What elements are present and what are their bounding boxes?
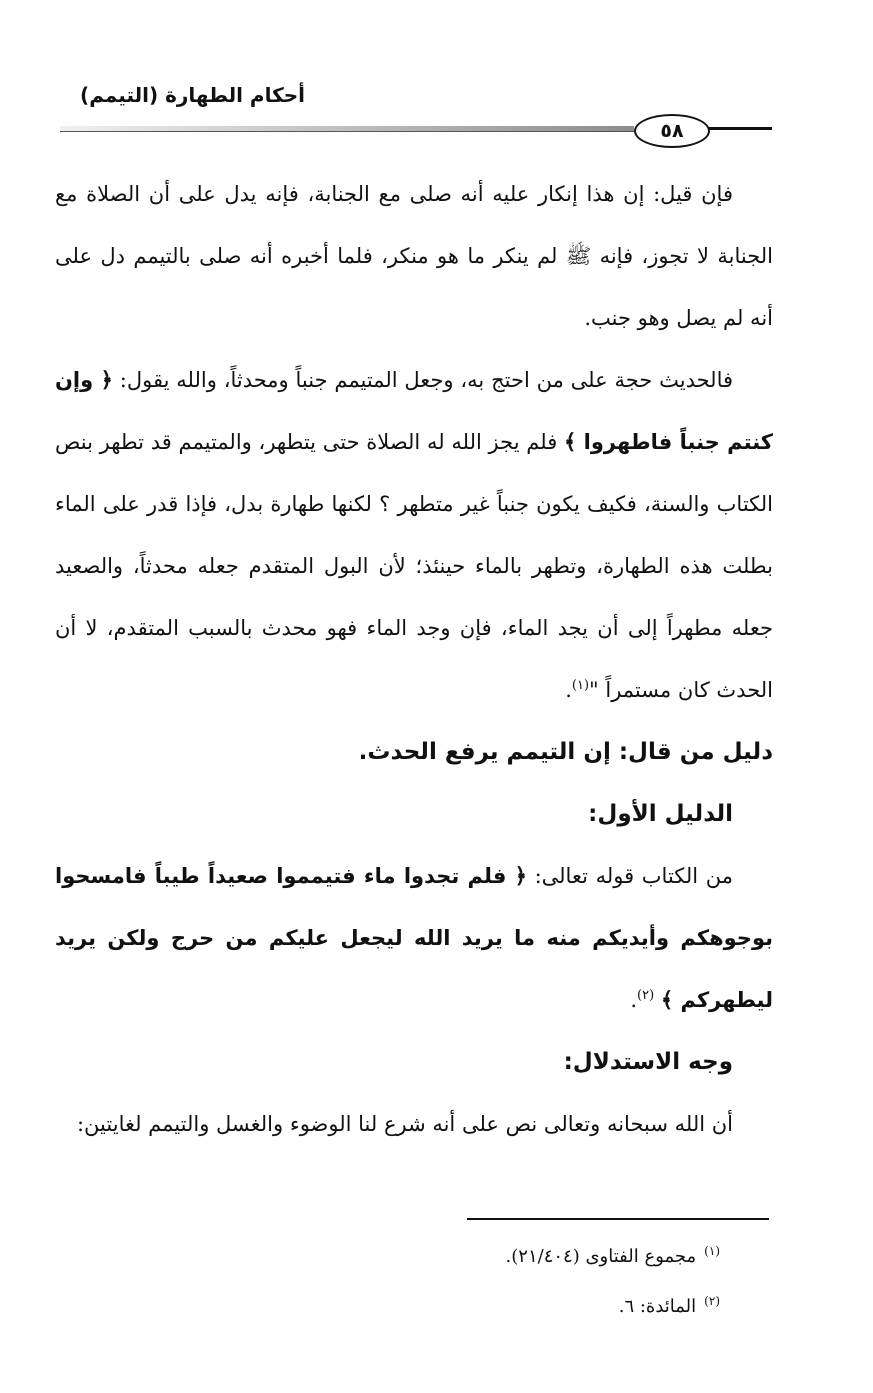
footnotes bbox=[300, 1232, 720, 1332]
page-number-badge bbox=[634, 114, 710, 148]
footnote-ref-1: (١) bbox=[571, 678, 590, 693]
main-text bbox=[55, 163, 773, 1155]
paragraph-response bbox=[55, 349, 773, 721]
page-number: ٥٨ bbox=[660, 119, 684, 142]
response-end: . bbox=[565, 678, 572, 702]
paragraph-inference: أن الله سبحانه وتعالى نص على أنه شرع لنا الوضوء والغسل والتيمم لغايتين: bbox=[76, 1112, 733, 1136]
paragraph-evidence bbox=[55, 845, 773, 1031]
quran-quote-1: ﴿ وإن كنتم جنباً فاطهروا ﴾ bbox=[55, 368, 773, 454]
footnote-2 bbox=[300, 1282, 720, 1332]
footnote-1 bbox=[300, 1232, 720, 1282]
footnote-2-text: المائدة: ٦. bbox=[618, 1296, 697, 1317]
footnote-2-mark: (٢) bbox=[704, 1294, 720, 1308]
footnote-ref-2: (٢) bbox=[637, 988, 655, 1003]
paragraph-objection: فإن قيل: إن هذا إنكار عليه أنه صلى مع الجنابة، فإنه يدل على أن الصلاة مع الجنابة لا تجوز، فإنه ﷺ لم ينكر ما هو منكر، فلما أخبره أنه صلى بالتيمم دل على أنه لم يصل وهو جنب. bbox=[55, 182, 773, 330]
subheading-first-evidence: الدليل الأول: bbox=[588, 801, 733, 827]
response-text-a: فالحديث حجة على من احتج به، وجعل المتيمم جنباً ومحدثاً، والله يقول: bbox=[119, 368, 734, 392]
evidence-text-a: من الكتاب قوله تعالى: bbox=[534, 864, 733, 888]
evidence-end: . bbox=[630, 988, 638, 1012]
response-text-b: فلم يجز الله له الصلاة حتى يتطهر، والمتيمم قد تطهر بنص الكتاب والسنة، فكيف يكون جنباً غير متطهر ؟ لكنها طهارة بدل، فإذا قدر على الماء بطلت هذه الطهارة، وتطهر بالماء حينئذ؛ لأن البول المتقدم جعله محدثاً، والصعيد جعله مطهراً إلى أن يجد الماء، فإن وجد الماء فهو محدث بالسبب المتقدم، لا أن الحدث كان مستمراً " bbox=[55, 430, 773, 702]
footnote-1-mark: (١) bbox=[704, 1244, 720, 1258]
subheading-inference: وجه الاستدلال: bbox=[563, 1049, 733, 1075]
running-title: أحكام الطهارة (التيمم) bbox=[80, 83, 305, 107]
header-rule-left bbox=[60, 126, 634, 132]
header-rule-right bbox=[708, 127, 772, 130]
quran-quote-2: ﴿ فلم تجدوا ماء فتيمموا صعيداً طيباً فامسحوا بوجوهكم وأيديكم منه ما يريد الله ليجعل عليكم من حرج ولكن يريد ليطهركم ﴾ bbox=[55, 864, 773, 1012]
footnote-separator bbox=[467, 1218, 769, 1220]
section-heading: دليل من قال: إن التيمم يرفع الحدث. bbox=[358, 739, 773, 765]
footnote-1-text: مجموع الفتاوى (٢١/٤٠٤). bbox=[505, 1246, 697, 1267]
